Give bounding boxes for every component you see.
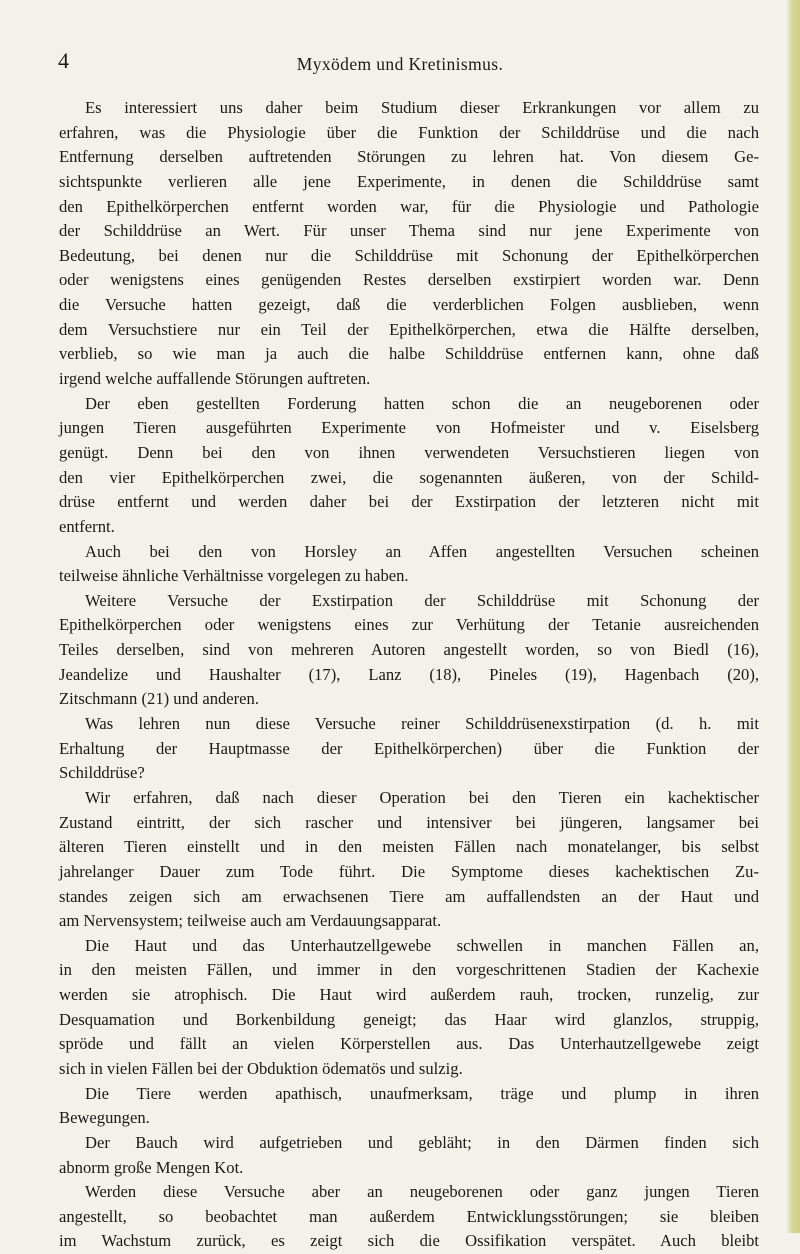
text-line: entfernt. [59, 516, 115, 536]
text-line: drüse entfernt und werden daher bei der Exstirpation der letzteren nicht mit [59, 492, 759, 512]
text-line: werden sie atrophisch. Die Haut wird außerdem rauh, trocken, runzelig, zur [59, 985, 759, 1005]
text-line: der Schilddrüse an Wert. Für unser Thema sind nur jene Experimente von [59, 221, 759, 241]
text-line: Teiles derselben, sind von mehreren Autoren angestellt worden, so von Biedl (16), [59, 640, 759, 660]
page-number: 4 [58, 48, 69, 73]
text-line: verblieb, so wie man ja auch die halbe Schilddrüse entfernen kann, ohne daß [59, 344, 759, 364]
text-line: dem Versuchstiere nur ein Teil der Epithelkörperchen, etwa die Hälfte derselben, [59, 319, 759, 339]
running-head: Myxödem und Kretinismus. [296, 54, 504, 74]
page-edge-discoloration [786, 0, 800, 1233]
text-line: Zitschmann (21) und anderen. [59, 689, 259, 709]
text-line: Werden diese Versuche aber an neugeborenen oder ganz jungen Tieren [85, 1182, 759, 1202]
text-line: Der Bauch wird aufgetrieben und gebläht; in den Därmen finden sich [85, 1132, 759, 1152]
text-line: Was lehren nun diese Versuche reiner Schilddrüsenexstirpation (d. h. mit [85, 714, 759, 734]
text-line: Zustand eintritt, der sich rascher und intensiver bei jüngeren, langsamer bei [59, 812, 759, 832]
text-line: Jeandelize und Haushalter (17), Lanz (18), Pineles (19), Hagenbach (20), [59, 664, 759, 684]
text-line: erfahren, was die Physiologie über die Funktion der Schilddrüse und die nach [59, 122, 759, 142]
text-line: die Versuche hatten gezeigt, daß die verderblichen Folgen ausblieben, wenn [59, 295, 759, 315]
text-line: im Wachstum zurück, es zeigt sich die Ossifikation verspätet. Auch bleibt [59, 1231, 759, 1251]
text-line: irgend welche auffallende Störungen auftreten. [59, 369, 371, 389]
text-line: Erhaltung der Hauptmasse der Epithelkörperchen) über die Funktion der [59, 738, 759, 758]
text-line: Der eben gestellten Forderung hatten schon die an neugeborenen oder [85, 393, 759, 413]
text-line: Schilddrüse? [59, 763, 145, 783]
text-line: jahrelanger Dauer zum Tode führt. Die Symptome dieses kachektischen Zu- [59, 861, 759, 881]
text-line: am Nervensystem; teilweise auch am Verdauungsapparat. [59, 911, 442, 931]
text-line: genügt. Denn bei den von ihnen verwendeten Versuchstieren liegen von [59, 442, 759, 462]
text-line: Bewegungen. [59, 1108, 150, 1128]
text-line: spröde und fällt an vielen Körperstellen aus. Das Unterhautzellgewebe zeigt [59, 1034, 759, 1054]
text-line: den Epithelkörperchen entfernt worden war, für die Physiologie und Pathologie [59, 196, 759, 216]
text-line: Desquamation und Borkenbildung geneigt; das Haar wird glanzlos, struppig, [59, 1009, 759, 1029]
text-line: sichtspunkte verlieren alle jene Experimente, in denen die Schilddrüse samt [59, 171, 759, 191]
text-line: Auch bei den von Horsley an Affen angestellten Versuchen scheinen [85, 541, 759, 561]
text-line: abnorm große Mengen Kot. [59, 1157, 244, 1177]
text-line: Epithelkörperchen oder wenigstens eines zur Verhütung der Tetanie ausreichenden [59, 615, 759, 635]
text-line: sich in vielen Fällen bei der Obduktion ödematös und sulzig. [59, 1058, 463, 1078]
text-line: oder wenigstens eines genügenden Restes derselben exstirpiert worden war. Denn [59, 270, 759, 290]
text-line: jungen Tieren ausgeführten Experimente von Hofmeister und v. Eiselsberg [59, 418, 759, 438]
text-line: Die Tiere werden apathisch, unaufmerksam, träge und plump in ihren [85, 1083, 759, 1103]
text-line: älteren Tieren einstellt und in den meisten Fällen nach monatelanger, bis selbst [59, 837, 759, 857]
text-line: Die Haut und das Unterhautzellgewebe schwellen in manchen Fällen an, [85, 935, 759, 955]
text-line: angestellt, so beobachtet man außerdem Entwicklungsstörungen; sie bleiben [59, 1206, 759, 1226]
text-line: Bedeutung, bei denen nur die Schilddrüse mit Schonung der Epithelkörperchen [59, 245, 759, 265]
text-line: in den meisten Fällen, und immer in den vorgeschrittenen Stadien der Kachexie [59, 960, 759, 980]
text-line: Wir erfahren, daß nach dieser Operation bei den Tieren ein kachektischer [85, 787, 759, 807]
text-line: standes zeigen sich am erwachsenen Tiere am auffallendsten an der Haut und [59, 886, 759, 906]
text-line: Weitere Versuche der Exstirpation der Schilddrüse mit Schonung der [85, 590, 759, 610]
text-line: Es interessiert uns daher beim Studium dieser Erkrankungen vor allem zu [85, 98, 759, 117]
text-line: teilweise ähnliche Verhältnisse vorgelegen zu haben. [59, 566, 409, 586]
text-line: den vier Epithelkörperchen zwei, die sogenannten äußeren, von der Schild- [59, 467, 759, 487]
body-text [59, 96, 759, 1254]
text-line: Entfernung derselben auftretenden Störungen zu lehren hat. Von diesem Ge- [59, 147, 759, 167]
